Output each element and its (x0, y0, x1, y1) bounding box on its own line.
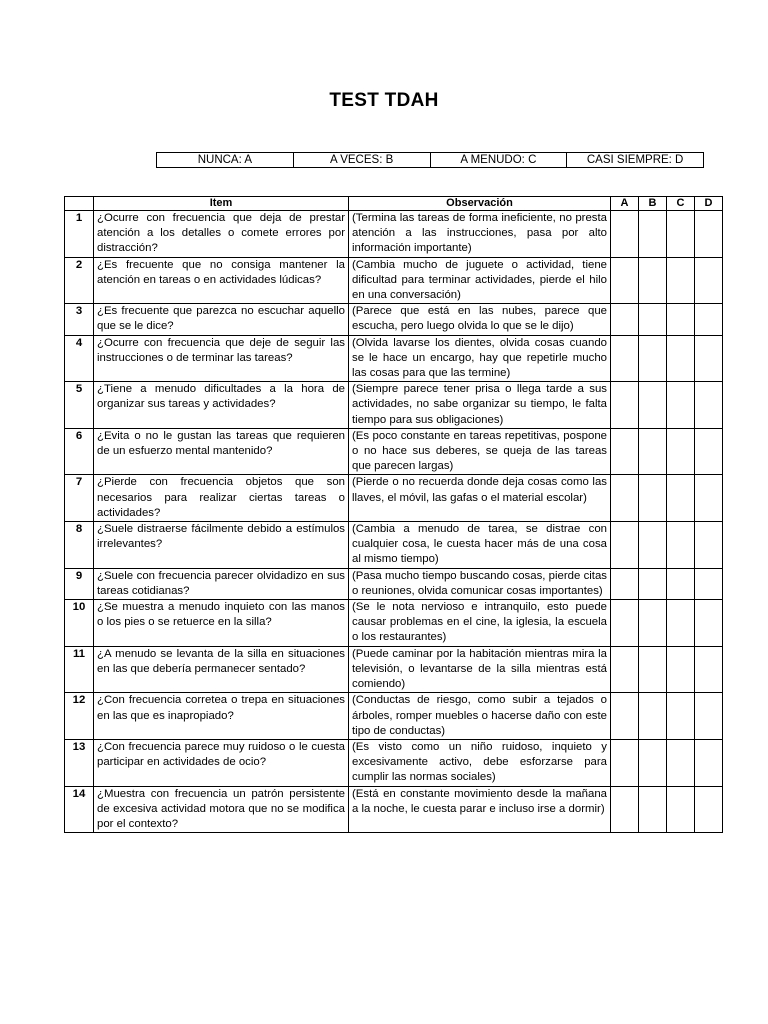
row-number: 14 (65, 786, 94, 833)
answer-cell-a[interactable] (611, 382, 639, 429)
legend-b: A VECES: B (293, 153, 430, 168)
answer-cell-d[interactable] (695, 382, 723, 429)
table-row (65, 475, 723, 522)
header-b: B (639, 197, 667, 211)
answer-cell-b[interactable] (639, 304, 667, 335)
item-question: ¿Es frecuente que parezca no escuchar aquello que se le dice? (94, 304, 349, 335)
item-observation: (Es poco constante en tareas repetitivas, pospone o no hace sus deberes, se queja de las tareas que parecen largas) (349, 428, 611, 475)
header-item: Item (94, 197, 349, 211)
answer-cell-d[interactable] (695, 600, 723, 647)
item-observation: (Pierde o no recuerda donde deja cosas como las llaves, el móvil, las gafas o el material escolar) (349, 475, 611, 522)
legend-d: CASI SIEMPRE: D (567, 153, 704, 168)
row-number: 3 (65, 304, 94, 335)
header-d: D (695, 197, 723, 211)
answer-cell-d[interactable] (695, 739, 723, 786)
table-row (65, 382, 723, 429)
item-observation: (Conductas de riesgo, como subir a tejados o árboles, romper muebles o hacerse daño con este tipo de conductas) (349, 693, 611, 740)
row-number: 1 (65, 211, 94, 258)
header-observation: Observación (349, 197, 611, 211)
item-observation: (Se le nota nervioso e intranquilo, esto puede causar problemas en el cine, la iglesia, la escuela o los restaurantes) (349, 600, 611, 647)
item-observation: (Cambia a menudo de tarea, se distrae con cualquier cosa, le cuesta hacer más de una cosa al mismo tiempo) (349, 522, 611, 569)
answer-cell-c[interactable] (667, 257, 695, 304)
answer-cell-b[interactable] (639, 475, 667, 522)
answer-cell-d[interactable] (695, 786, 723, 833)
table-row (65, 522, 723, 569)
answer-cell-c[interactable] (667, 568, 695, 599)
answer-cell-c[interactable] (667, 382, 695, 429)
header-number (65, 197, 94, 211)
answer-cell-b[interactable] (639, 693, 667, 740)
answer-cell-d[interactable] (695, 646, 723, 693)
answer-cell-b[interactable] (639, 335, 667, 382)
row-number: 12 (65, 693, 94, 740)
answer-cell-b[interactable] (639, 522, 667, 569)
table-row (65, 693, 723, 740)
row-number: 6 (65, 428, 94, 475)
answer-cell-a[interactable] (611, 646, 639, 693)
answer-cell-a[interactable] (611, 304, 639, 335)
answer-cell-b[interactable] (639, 257, 667, 304)
answer-cell-b[interactable] (639, 600, 667, 647)
table-row (65, 786, 723, 833)
answer-cell-a[interactable] (611, 739, 639, 786)
answer-cell-b[interactable] (639, 646, 667, 693)
item-question: ¿Muestra con frecuencia un patrón persistente de excesiva actividad motora que no se modifica por el contexto? (94, 786, 349, 833)
table-row (65, 646, 723, 693)
table-row (65, 304, 723, 335)
answer-cell-d[interactable] (695, 475, 723, 522)
item-question: ¿Pierde con frecuencia objetos que son necesarios para realizar ciertas tareas o actividades? (94, 475, 349, 522)
item-observation: (Es visto como un niño ruidoso, inquieto y excesivamente activo, debe esforzarse para cumplir las normas sociales) (349, 739, 611, 786)
answer-cell-c[interactable] (667, 211, 695, 258)
item-question: ¿Suele distraerse fácilmente debido a estímulos irrelevantes? (94, 522, 349, 569)
questionnaire-table (64, 196, 723, 833)
answer-cell-c[interactable] (667, 600, 695, 647)
row-number: 7 (65, 475, 94, 522)
row-number: 11 (65, 646, 94, 693)
answer-cell-a[interactable] (611, 211, 639, 258)
row-number: 2 (65, 257, 94, 304)
answer-cell-c[interactable] (667, 428, 695, 475)
answer-cell-d[interactable] (695, 335, 723, 382)
answer-cell-a[interactable] (611, 786, 639, 833)
answer-cell-c[interactable] (667, 646, 695, 693)
item-question: ¿A menudo se levanta de la silla en situaciones en las que debería permanecer sentado? (94, 646, 349, 693)
answer-cell-a[interactable] (611, 522, 639, 569)
answer-cell-c[interactable] (667, 786, 695, 833)
item-question: ¿Con frecuencia corretea o trepa en situaciones en las que es inapropiado? (94, 693, 349, 740)
answer-cell-c[interactable] (667, 335, 695, 382)
table-row (65, 257, 723, 304)
item-observation: (Siempre parece tener prisa o llega tarde a sus actividades, no sabe organizar su tiempo, le falta tiempo para sus obligaciones) (349, 382, 611, 429)
answer-cell-a[interactable] (611, 257, 639, 304)
answer-cell-a[interactable] (611, 335, 639, 382)
item-observation: (Cambia mucho de juguete o actividad, tiene dificultad para terminar actividades, pierde el hilo en una conversación) (349, 257, 611, 304)
response-legend (156, 152, 704, 168)
legend-c: A MENUDO: C (430, 153, 567, 168)
item-question: ¿Es frecuente que no consiga mantener la atención en tareas o en actividades lúdicas? (94, 257, 349, 304)
item-observation: (Termina las tareas de forma ineficiente, no presta atención a las instrucciones, pasa por alto información importante) (349, 211, 611, 258)
table-row (65, 600, 723, 647)
item-question: ¿Con frecuencia parece muy ruidoso o le cuesta participar en actividades de ocio? (94, 739, 349, 786)
item-question: ¿Evita o no le gustan las tareas que requieren de un esfuerzo mental mantenido? (94, 428, 349, 475)
row-number: 10 (65, 600, 94, 647)
answer-cell-a[interactable] (611, 600, 639, 647)
answer-cell-d[interactable] (695, 522, 723, 569)
table-row (65, 428, 723, 475)
item-question: ¿Ocurre con frecuencia que deja de prestar atención a los detalles o comete errores por distracción? (94, 211, 349, 258)
row-number: 5 (65, 382, 94, 429)
legend-a: NUNCA: A (157, 153, 294, 168)
item-question: ¿Tiene a menudo dificultades a la hora de organizar sus tareas y actividades? (94, 382, 349, 429)
table-row (65, 568, 723, 599)
header-row (65, 197, 723, 211)
answer-cell-b[interactable] (639, 786, 667, 833)
answer-cell-d[interactable] (695, 257, 723, 304)
answer-cell-c[interactable] (667, 693, 695, 740)
answer-cell-d[interactable] (695, 211, 723, 258)
answer-cell-b[interactable] (639, 211, 667, 258)
table-row (65, 739, 723, 786)
row-number: 13 (65, 739, 94, 786)
answer-cell-c[interactable] (667, 475, 695, 522)
answer-cell-b[interactable] (639, 382, 667, 429)
answer-cell-a[interactable] (611, 568, 639, 599)
row-number: 4 (65, 335, 94, 382)
answer-cell-d[interactable] (695, 568, 723, 599)
item-question: ¿Ocurre con frecuencia que deje de seguir las instrucciones o de terminar las tareas? (94, 335, 349, 382)
answer-cell-a[interactable] (611, 475, 639, 522)
item-observation: (Está en constante movimiento desde la mañana a la noche, le cuesta parar e incluso irse a dormir) (349, 786, 611, 833)
table-row (65, 335, 723, 382)
row-number: 8 (65, 522, 94, 569)
item-question: ¿Se muestra a menudo inquieto con las manos o los pies o se retuerce en la silla? (94, 600, 349, 647)
answer-cell-c[interactable] (667, 304, 695, 335)
answer-cell-a[interactable] (611, 693, 639, 740)
table-row (65, 211, 723, 258)
answer-cell-d[interactable] (695, 693, 723, 740)
header-a: A (611, 197, 639, 211)
item-observation: (Puede caminar por la habitación mientras mira la televisión, o levantarse de la silla mientras está comiendo) (349, 646, 611, 693)
answer-cell-b[interactable] (639, 568, 667, 599)
header-c: C (667, 197, 695, 211)
answer-cell-c[interactable] (667, 522, 695, 569)
item-observation: (Parece que está en las nubes, parece que escucha, pero luego olvida lo que se le dijo) (349, 304, 611, 335)
page-title: TEST TDAH (329, 90, 439, 111)
answer-cell-b[interactable] (639, 739, 667, 786)
item-observation: (Olvida lavarse los dientes, olvida cosas cuando se le hace un encargo, hay que repetirle mucho las cosas para que las termine) (349, 335, 611, 382)
answer-cell-d[interactable] (695, 304, 723, 335)
answer-cell-c[interactable] (667, 739, 695, 786)
answer-cell-d[interactable] (695, 428, 723, 475)
item-question: ¿Suele con frecuencia parecer olvidadizo en sus tareas cotidianas? (94, 568, 349, 599)
answer-cell-b[interactable] (639, 428, 667, 475)
answer-cell-a[interactable] (611, 428, 639, 475)
row-number: 9 (65, 568, 94, 599)
item-observation: (Pasa mucho tiempo buscando cosas, pierde citas o reuniones, olvida comunicar cosas importantes) (349, 568, 611, 599)
